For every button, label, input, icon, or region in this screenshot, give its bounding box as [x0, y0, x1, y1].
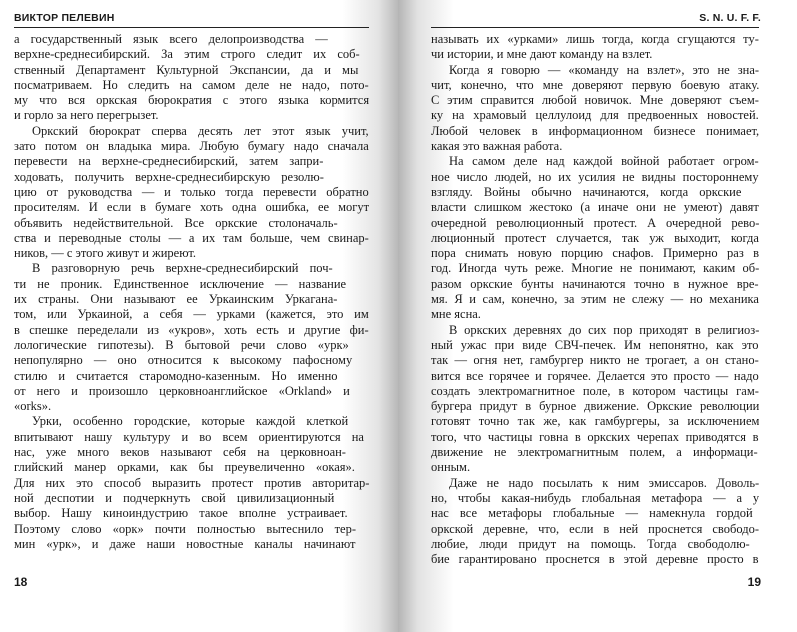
text-line: перевести на верхне-среднесибирский, затем запри- — [14, 154, 324, 169]
text-line: люционный протест случается, так уж выходит, когда — [431, 230, 759, 245]
text-line: объявить недействительной. Все оркские столоначаль- — [14, 215, 338, 230]
text-line: бургера придут в бурное движение. Оркские революции — [431, 399, 759, 414]
text-line: цию от руководства — и только тогда перевести обратно — [14, 184, 369, 199]
text-line: Любой человек в информационном бизнесе понимает, — [431, 123, 759, 138]
text-line: оркской деревне, что, если в ней проснется свободо- — [431, 521, 759, 536]
text-line: бие гарантировано проснется в этой деревне просто в — [431, 552, 759, 567]
text-line: глийский манер орками, как бы преувеличенно «окая». — [14, 460, 355, 475]
text-line: ный ужас при виде СВЧ-печек. Им непонятно, как это — [431, 337, 759, 352]
header-rule — [431, 27, 759, 28]
text-line: ходовать, получить верхне-среднесибирскую резолю- — [14, 169, 324, 184]
text-line: так — огня нет, гамбургер никто не трогает, а он стано- — [431, 353, 759, 368]
text-line: онным. — [431, 460, 471, 475]
text-line: движение не электромагнитным полем, а информаци- — [431, 445, 758, 460]
text-line: На самом деле над каждой войной работает огром- — [449, 154, 759, 169]
body-text — [431, 32, 759, 567]
text-line: Урки, особенно городские, которые каждой клеткой — [32, 414, 349, 429]
text-line: мя. Я и сам, конечно, за этим не слежу — но механика — [431, 292, 759, 307]
text-line: ной деспотии и подчеркнуть свой цивилизационный — [14, 490, 335, 505]
text-line: но, чтобы какая-нибудь глобальная метафора — а у — [431, 490, 759, 505]
text-line: ти не проник. Единственное исключение — название — [14, 276, 347, 291]
text-line: готовят точно так же, как гамбургеры, за исключением — [431, 414, 759, 429]
text-line: впитывают нашу культуру и во всем ориентируются на — [14, 429, 364, 444]
text-line: чит, конечно, что мне доверяют первую боевую атаку. — [431, 77, 759, 92]
text-line: зато потом он владыка мира. Любую бумагу надо сначала — [14, 139, 369, 154]
text-line: и горло за него перегрызет. — [14, 108, 159, 123]
left-page — [0, 0, 398, 632]
text-line: взгляду. Войны обычно начинаются, когда оркские — [431, 184, 742, 199]
body-text — [14, 32, 369, 552]
text-line: ку на храмовый целлулоид для предвоенных новостей. — [431, 108, 759, 123]
running-head-title: S. N. U. F. F. — [699, 12, 761, 24]
text-line: а государственный язык всего делопроизводства — — [14, 32, 328, 46]
text-line: ное число людей, но их усилия не видны постороннему — [431, 169, 759, 184]
text-line: мин «урк», и даже наши новостные каналы начинают — [14, 536, 356, 551]
text-line: Когда я говорю — «команду на взлет», это не зна- — [449, 62, 759, 77]
text-line: Поэтому слово «орк» почти полностью вытеснило тер- — [14, 521, 357, 536]
running-head-author: ВИКТОР ПЕЛЕВИН — [14, 12, 115, 24]
text-line: мне ясна. — [431, 307, 481, 322]
text-line: год. Иногда чуть реже. Многие не понимают, каким об- — [431, 261, 759, 276]
text-line: создать электромагнитное поле, в котором частицы гам- — [431, 383, 759, 398]
page-number: 18 — [14, 575, 28, 589]
text-line: в спешке переделали из «укров», хоть есть и другие фи- — [14, 322, 369, 337]
text-line: В оркских деревнях до сих пор приходят в религиоз- — [449, 322, 759, 337]
text-line: нас все метафоры глобальные — намекнула гордой — [431, 506, 753, 521]
text-line: выбор. Нашу киноиндустрию такое вполне устраивает. — [14, 506, 348, 521]
text-line: любие, люди придут на помощь. Тогда свободолю- — [431, 536, 750, 551]
text-line: лологические гипотезы). В бытовой речи слово «урк» — [14, 337, 349, 352]
text-line: какая это важная работа. — [431, 139, 563, 154]
text-line: В разговорную речь верхне-среднесибирский поч- — [32, 261, 333, 276]
page-number: 19 — [747, 575, 761, 589]
text-line: их страны. Они называют ее Уркаинским Уркагана- — [14, 292, 338, 307]
text-line: посматриваем. Но следить на самом деле не надо, пото- — [14, 77, 369, 92]
text-line: называть их «урками» лишь тогда, когда сгущаются ту- — [431, 32, 759, 46]
text-line: разом оркские бунты начинаются точно в нужное вре- — [431, 276, 759, 291]
text-line: вится все горячее и горячее. Делается это просто — надо — [431, 368, 759, 383]
text-line: нас, уже много веков называют себя на церковноан- — [14, 445, 346, 460]
text-line: власти слишком жестоко (а иначе они не умеют) давят — [431, 200, 759, 215]
text-line: того, что частицы говна в оркских черепах приводятся в — [431, 429, 759, 444]
text-line: чи истории, и мне дают команду на взлет. — [431, 47, 653, 62]
text-line: верхне-среднесибирский. За этим строго следит их соб- — [14, 47, 360, 62]
text-line: «orks». — [14, 399, 52, 414]
text-line: от него и произошло церковноанглийское «Orkland» и — [14, 383, 350, 398]
text-line: очередной революционный протест. А очередной рево- — [431, 215, 759, 230]
text-line: С этим справится любой новичок. Мне доверяют съем- — [431, 93, 759, 108]
text-line: ства и переводные столы — а их там больше, чем свинар- — [14, 230, 369, 245]
right-page — [398, 0, 797, 632]
text-line: том, или Уркаиной, а себя — урками (кажется, это им — [14, 307, 369, 322]
header-rule — [14, 27, 369, 28]
text-line: Оркский бюрократ сперва десять лет этот язык учит, — [32, 123, 369, 138]
text-line: непопулярно — оно относится к высокому пафосному — [14, 353, 353, 368]
text-line: Даже не надо посылать к ним эмиссаров. Доволь- — [449, 475, 759, 490]
text-line: ников, — с этого живут и жиреют. — [14, 246, 197, 261]
text-line: просителям. И если в бумаге хоть одна ошибка, ее могут — [14, 200, 369, 215]
text-line: му что вся оркская бюрократия с этого языка кормится — [14, 93, 369, 108]
text-line: ственный Департамент Культурной Экспансии, да и мы — [14, 62, 359, 77]
text-line: пора снимать новую порцию снафов. Примерно раз в — [431, 246, 759, 261]
text-line: Для них это способ выразить протест против авторитар- — [14, 475, 369, 490]
text-line: стилю и считается старомодно-казенным. Но именно — [14, 368, 338, 383]
